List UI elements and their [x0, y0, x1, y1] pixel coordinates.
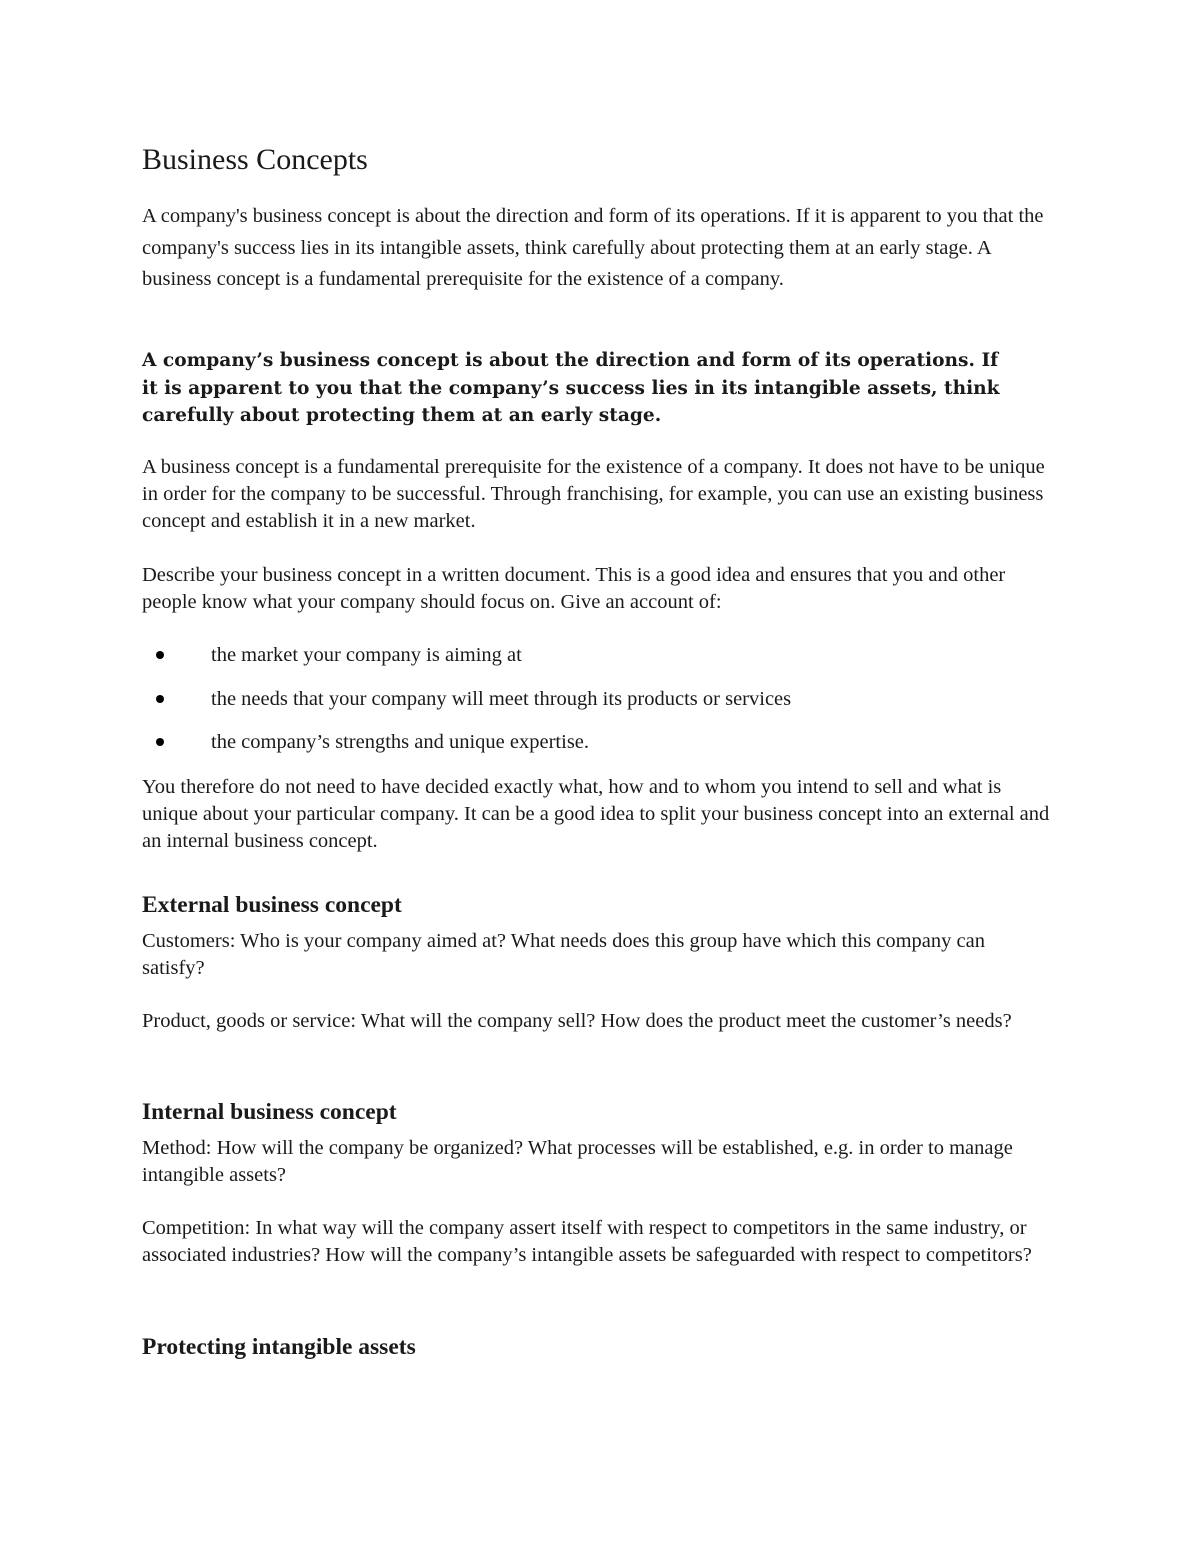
page-title: Business Concepts: [142, 143, 368, 176]
split-concept-paragraph: You therefore do not need to have decided exactly what, how and to whom you intend to sell and what is unique about your particular company. It can be a good idea to split your business concept into an external and an internal business concept.: [142, 776, 1050, 853]
customers-paragraph: Customers: Who is your company aimed at? What needs does this group have which this company can satisfy?: [142, 930, 985, 980]
intro-paragraph: A company's business concept is about the direction and form of its operations. If it is apparent to you that the company's success lies in its intangible assets, think carefully about protecting them at an early stage. A business concept is a fundamental prerequisite for the existence of a company.: [142, 205, 1044, 290]
protecting-assets-heading: Protecting intangible assets: [142, 1334, 416, 1360]
account-list: [142, 640, 1042, 771]
list-item: [142, 640, 1042, 684]
describe-paragraph: Describe your business concept in a written document. This is a good idea and ensures that you and other people know what your company should focus on. Give an account of:: [142, 564, 1006, 614]
competition-paragraph: Competition: In what way will the company assert itself with respect to competitors in the same industry, or associated industries? How will the company’s intangible assets be safeguarded with respect to competitors?: [142, 1217, 1032, 1267]
list-item-text: the needs that your company will meet through its products or services: [211, 687, 792, 710]
list-item-text: the company’s strengths and unique expertise.: [211, 731, 590, 753]
list-item: [142, 684, 1042, 728]
bullet-icon: [156, 695, 164, 703]
method-paragraph: Method: How will the company be organized? What processes will be established, e.g. in order to manage intangible assets?: [142, 1137, 1013, 1187]
product-paragraph: Product, goods or service: What will the company sell? How does the product meet the customer’s needs?: [142, 1010, 1012, 1032]
prerequisite-paragraph: A business concept is a fundamental prerequisite for the existence of a company. It does not have to be unique in order for the company to be successful. Through franchising, for example, you can use an existing business concept and establish it in a new market.: [142, 456, 1045, 533]
list-item: [142, 727, 1042, 771]
bullet-icon: [156, 651, 164, 659]
bullet-icon: [156, 738, 164, 746]
internal-concept-heading: Internal business concept: [142, 1099, 397, 1125]
bold-summary-paragraph: A company’s business concept is about the direction and form of its operations. If it is apparent to you that the company’s success lies in its intangible assets, think carefully about protecting them at an early stage.: [142, 350, 1000, 426]
list-item-text: the market your company is aiming at: [211, 644, 522, 666]
external-concept-heading: External business concept: [142, 892, 402, 918]
